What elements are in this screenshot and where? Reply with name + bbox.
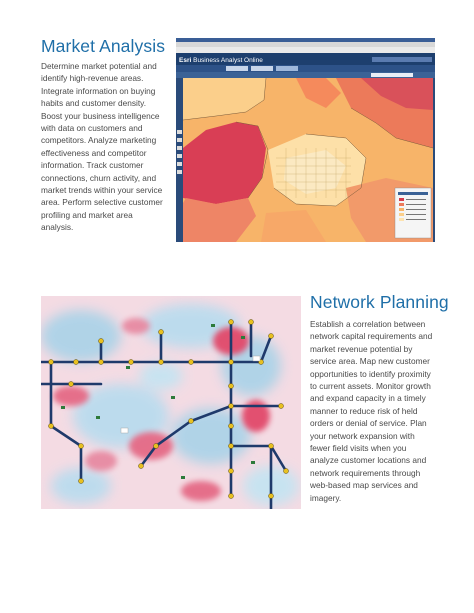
network-map-image — [41, 296, 301, 509]
app-name: Business Analyst Online — [193, 57, 263, 64]
market-analysis-heading: Market Analysis — [41, 36, 166, 56]
market-analysis-text: Determine market potential and identify high-revenue areas. Integrate information on buying habits and customer density. Boost your business intelligence with data on customers and competitors. Analyze marketing effectiveness and competitor information. Track customer connections, churn activity, and market trends within your service area. Perform selective customer profiling and market area analysis. — [41, 61, 163, 233]
business-analyst-screenshot — [176, 38, 435, 242]
app-title — [179, 57, 263, 64]
network-planning-text: Establish a correlation between network capital requirements and market revenue potential by service area. Map new customer opportunities to identify proximity to current assets. Monitor growth and expand capacity in a timely manner to reduce risk of held orders or denial of service. Plan your network expansion with fewer field visits when you analyze customer locations and network requirements through web-based map services and imagery. — [310, 319, 433, 503]
brand-label: Esri — [179, 57, 192, 64]
network-planning-heading: Network Planning — [310, 292, 449, 312]
